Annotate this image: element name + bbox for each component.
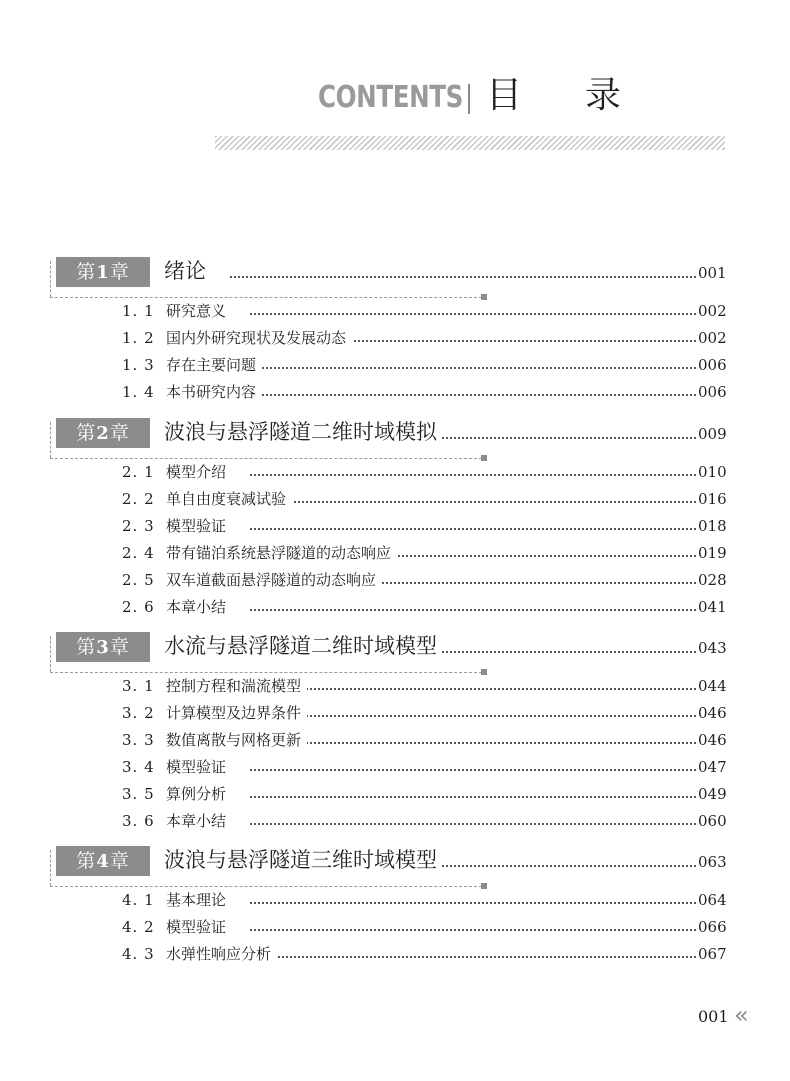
section-leader-dots [250,394,696,396]
chapter-label-suffix: 章 [109,636,130,658]
chapter-page-number: 009 [698,422,727,446]
section-number: 2. 1 [122,463,155,481]
chapter-label [56,257,150,287]
chapter-label [56,846,150,876]
section-title: 模型验证 [166,514,232,538]
toc-entry[interactable] [0,380,790,407]
section-number: 2. 3 [122,517,155,535]
section-number: 2. 5 [122,571,155,589]
chapter-label-prefix: 第 [76,636,97,658]
contents-heading: CONTENTS [318,80,463,115]
section-title: 算例分析 [166,782,232,806]
section-leader-dots [250,367,696,369]
chapter-label-prefix: 第 [76,422,97,444]
section-title: 研究意义 [166,299,232,323]
section-page-number: 060 [698,809,727,833]
section-number: 3. 6 [122,812,155,830]
section-number: 2. 4 [122,544,155,562]
section-title: 双车道截面悬浮隧道的动态响应 [166,568,382,592]
chapter-title: 波浪与悬浮隧道三维时域模型 [164,844,441,876]
section-page-number: 028 [698,568,727,592]
section-page-number: 047 [698,755,727,779]
section-page-number: 067 [698,942,727,966]
section-number: 1. 4 [122,383,155,401]
section-page-number: 064 [698,888,727,912]
chapter-dash-left [50,850,51,886]
section-leader-dots [250,796,696,798]
footer-arrow-icon: « [734,1001,749,1029]
section-page-number: 006 [698,353,727,377]
section-title: 带有锚泊系统悬浮隧道的动态响应 [166,541,397,565]
section-leader-dots [250,688,696,690]
toc-entry[interactable] [0,353,790,380]
chapter-page-number: 063 [698,850,727,874]
section-title: 存在主要问题 [166,353,262,377]
section-page-number: 041 [698,595,727,619]
toc-entry[interactable] [0,568,790,595]
section-leader-dots [250,902,696,904]
chapter-label-suffix: 章 [109,261,130,283]
toc-entry[interactable] [0,595,790,622]
chapter-title: 绪论 [164,255,210,287]
section-page-number: 046 [698,728,727,752]
chapter-label-suffix: 章 [109,850,130,872]
section-number: 3. 2 [122,704,155,722]
chapter-dash-bottom [50,297,482,298]
chapter-label-prefix: 第 [76,261,97,283]
toc-entry[interactable] [0,782,790,809]
section-page-number: 044 [698,674,727,698]
toc-entry[interactable] [0,809,790,836]
section-page-number: 019 [698,541,727,565]
section-number: 3. 1 [122,677,155,695]
toc-entry[interactable] [0,674,790,701]
chapter-label [56,632,150,662]
section-title: 控制方程和湍流模型 [166,674,307,698]
chapter-page-number: 043 [698,636,727,660]
toc-entry[interactable] [0,326,790,353]
chapter-dash-bottom [50,672,482,673]
section-number: 1. 2 [122,329,155,347]
chapter-label-number: 4 [96,851,110,872]
chapter-label-prefix: 第 [76,850,97,872]
chapter-dash-left [50,261,51,297]
section-title: 本章小结 [166,595,232,619]
chapter-label-number: 2 [96,423,110,444]
section-title: 基本理论 [166,888,232,912]
section-leader-dots [250,769,696,771]
toc-entry[interactable] [0,514,790,541]
section-leader-dots [250,474,696,476]
section-page-number: 006 [698,380,727,404]
section-leader-dots [250,823,696,825]
section-page-number: 002 [698,299,727,323]
chapter-dash-left [50,636,51,672]
section-number: 1. 3 [122,356,155,374]
footer-page-number: 001 [698,1007,729,1026]
section-title: 模型介绍 [166,460,232,484]
section-page-number: 046 [698,701,727,725]
chapter-page-number: 001 [698,261,727,285]
toc-entry[interactable] [0,888,790,915]
section-leader-dots [250,313,696,315]
section-number: 3. 5 [122,785,155,803]
section-leader-dots [250,929,696,931]
chapter-label-number: 3 [96,637,110,658]
chapter-label [56,418,150,448]
section-title: 本章小结 [166,809,232,833]
section-number: 4. 1 [122,891,155,909]
section-page-number: 002 [698,326,727,350]
chapter-label-suffix: 章 [109,422,130,444]
title-char-lu: 录 [585,75,622,116]
toc-entry[interactable] [0,460,790,487]
section-number: 3. 4 [122,758,155,776]
toc-entry[interactable] [0,942,790,969]
section-number: 2. 6 [122,598,155,616]
section-title: 模型验证 [166,915,232,939]
section-title: 国内外研究现状及发展动态 [166,326,352,350]
chapter-title: 水流与悬浮隧道二维时域模型 [164,630,441,662]
section-title: 模型验证 [166,755,232,779]
chapter-dash-bottom [50,886,482,887]
section-page-number: 016 [698,487,727,511]
toc-header [0,0,790,160]
section-leader-dots [250,956,696,958]
section-number: 2. 2 [122,490,155,508]
section-number: 1. 1 [122,302,155,320]
hatch-band [215,136,725,150]
section-page-number: 049 [698,782,727,806]
section-title: 计算模型及边界条件 [166,701,307,725]
section-number: 3. 3 [122,731,155,749]
toc-entry[interactable] [0,541,790,568]
section-title: 单自由度衰减试验 [166,487,292,511]
section-number: 4. 3 [122,945,155,963]
section-number: 4. 2 [122,918,155,936]
section-leader-dots [250,528,696,530]
toc-entry[interactable] [0,299,790,326]
chapter-dash-left [50,422,51,458]
section-leader-dots [250,501,696,503]
title-divider [468,84,470,114]
section-page-number: 066 [698,915,727,939]
section-leader-dots [250,609,696,611]
section-leader-dots [250,742,696,744]
chapter-leader-dots [230,276,696,278]
section-page-number: 010 [698,460,727,484]
toc-entry[interactable] [0,701,790,728]
chapter-label-number: 1 [96,262,110,283]
section-title: 本书研究内容 [166,380,262,404]
toc-entry[interactable] [0,915,790,942]
section-title: 数值离散与网格更新 [166,728,307,752]
toc-entry[interactable] [0,487,790,514]
section-leader-dots [250,715,696,717]
toc-entry[interactable] [0,728,790,755]
toc-entry[interactable] [0,755,790,782]
section-page-number: 018 [698,514,727,538]
chapter-title: 波浪与悬浮隧道二维时域模拟 [164,416,441,448]
section-title: 水弹性响应分析 [166,942,277,966]
title-char-mu: 目 [486,75,523,116]
chapter-dash-bottom [50,458,482,459]
